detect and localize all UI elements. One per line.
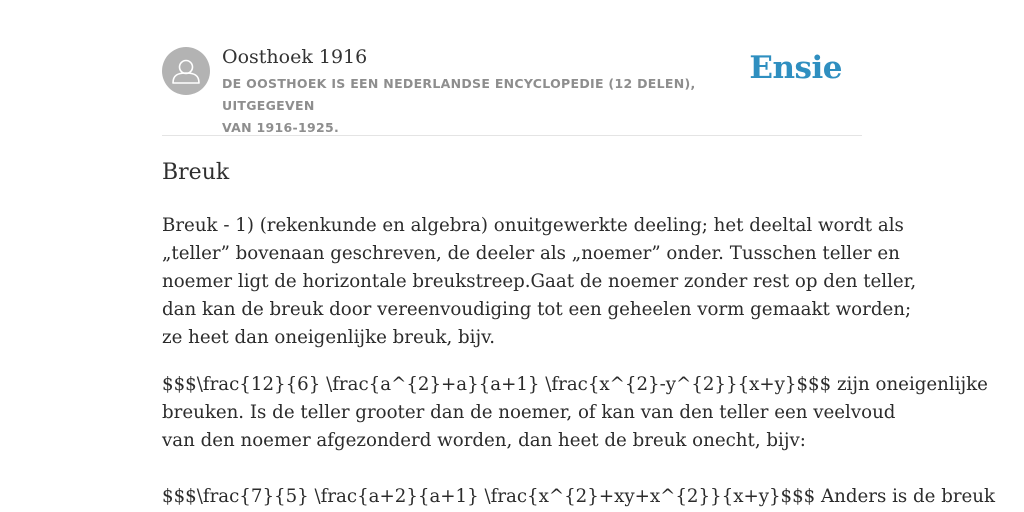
source-description-line: DE OOSTHOEK IS EEN NEDERLANDSE ENCYCLOPEDIE (12 DELEN), UITGEGEVEN: [222, 76, 696, 113]
article-title: Breuk: [162, 160, 230, 185]
article-paragraph: [162, 371, 996, 511]
source-description-line: VAN 1916-1925.: [222, 120, 340, 135]
text-line: breuken. Is de teller grooter dan de noemer, of kan van den teller een veelvoud: [162, 402, 896, 423]
source-description: [222, 73, 762, 139]
user-icon: [162, 47, 210, 95]
article-paragraph: [162, 212, 917, 352]
article-body: [162, 212, 996, 512]
source-title[interactable]: Oosthoek 1916: [222, 46, 368, 68]
source-header: [162, 0, 862, 136]
text-line: „teller” bovenaan geschreven, de deeler als „noemer” onder. Tusschen teller en: [162, 243, 900, 264]
text-line: noemer ligt de horizontale breukstreep.Gaat de noemer zonder rest op den teller,: [162, 271, 917, 292]
avatar[interactable]: [162, 47, 210, 95]
brand-logo-link[interactable]: Ensie: [749, 50, 842, 86]
text-line: $$$\frac{12}{6} \frac{a^{2}+a}{a+1} \frac{x^{2}-y^{2}}{x+y}$$$ zijn oneigenlijke: [162, 374, 988, 395]
page: [162, 0, 996, 507]
text-line: $$$\frac{7}{5} \frac{a+2}{a+1} \frac{x^{2}+xy+x^{2}}{x+y}$$$ Anders is de breuk: [162, 486, 996, 507]
text-line: ze heet dan oneigenlijke breuk, bijv.: [162, 327, 496, 348]
text-line: van den noemer afgezonderd worden, dan heet de breuk onecht, bijv:: [162, 430, 806, 451]
text-line: dan kan de breuk door vereenvoudiging tot een geheelen vorm gemaakt worden;: [162, 299, 912, 320]
text-line: Breuk - 1) (rekenkunde en algebra) onuitgewerkte deeling; het deeltal wordt als: [162, 215, 904, 236]
